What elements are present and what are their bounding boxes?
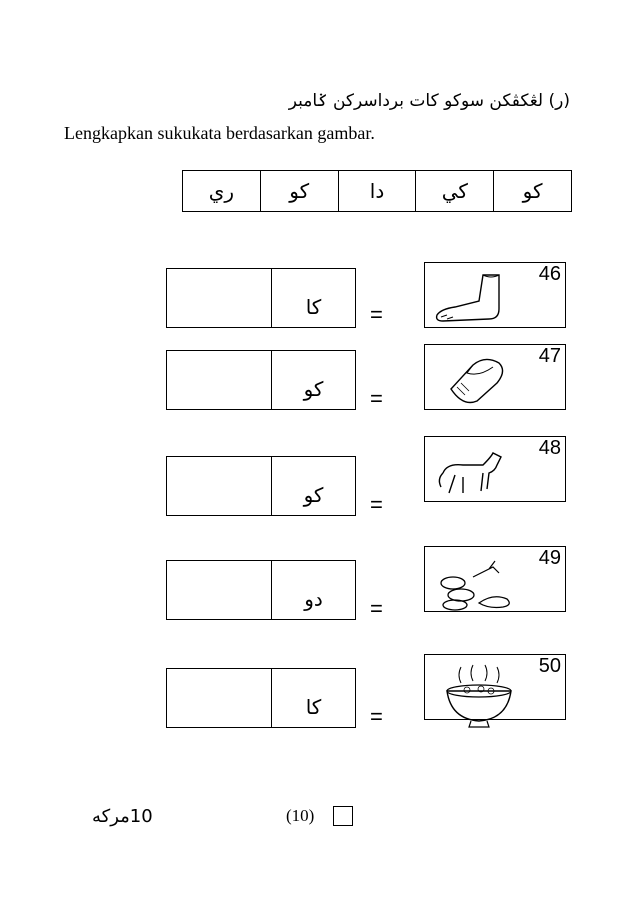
given-syllable: كا [272, 268, 356, 328]
picture-box-46 [424, 262, 566, 328]
question-number: 50 [538, 655, 561, 677]
syllable-cell: كو [260, 171, 338, 212]
picture-box-49 [424, 546, 566, 612]
instruction-jawi: (ر) لڠكڤكن سوكو كات برداسركن ݢامبر [288, 91, 570, 111]
durian-seeds-icon [433, 553, 523, 613]
syllable-cell: كو [494, 171, 572, 212]
bowl-icon [433, 661, 523, 731]
instruction-rumi: Lengkapkan sukukata berdasarkan gambar. [64, 123, 375, 143]
answer-row-47 [166, 350, 356, 410]
equals-sign: = [370, 302, 383, 327]
picture-box-48 [424, 436, 566, 502]
marks-label: 10مركه [92, 806, 153, 827]
syllable-cell: كي [416, 171, 494, 212]
syllable-cell: دا [338, 171, 416, 212]
equals-sign: = [370, 492, 383, 517]
answer-blank[interactable] [166, 456, 272, 516]
given-syllable: كا [272, 668, 356, 728]
equals-sign: = [370, 386, 383, 411]
picture-box-47 [424, 344, 566, 410]
question-number: 49 [538, 547, 561, 569]
answer-blank[interactable] [166, 268, 272, 328]
question-number: 48 [538, 437, 561, 459]
syllable-table [182, 170, 572, 212]
horse-icon [433, 443, 513, 503]
foot-icon [433, 269, 513, 325]
answer-blank[interactable] [166, 560, 272, 620]
fingernail-icon [433, 351, 513, 407]
question-number: 46 [538, 263, 561, 285]
question-number: 47 [538, 345, 561, 367]
answer-row-49 [166, 560, 356, 620]
given-syllable: دو [272, 560, 356, 620]
picture-box-50 [424, 654, 566, 720]
answer-row-46 [166, 268, 356, 328]
answer-blank[interactable] [166, 668, 272, 728]
answer-row-48 [166, 456, 356, 516]
answer-row-50 [166, 668, 356, 728]
answer-blank[interactable] [166, 350, 272, 410]
given-syllable: كو [272, 456, 356, 516]
score-box[interactable] [333, 806, 353, 826]
score-total: (10) [286, 806, 315, 825]
syllable-cell: ري [183, 171, 261, 212]
given-syllable: كو [272, 350, 356, 410]
equals-sign: = [370, 596, 383, 621]
equals-sign: = [370, 704, 383, 729]
